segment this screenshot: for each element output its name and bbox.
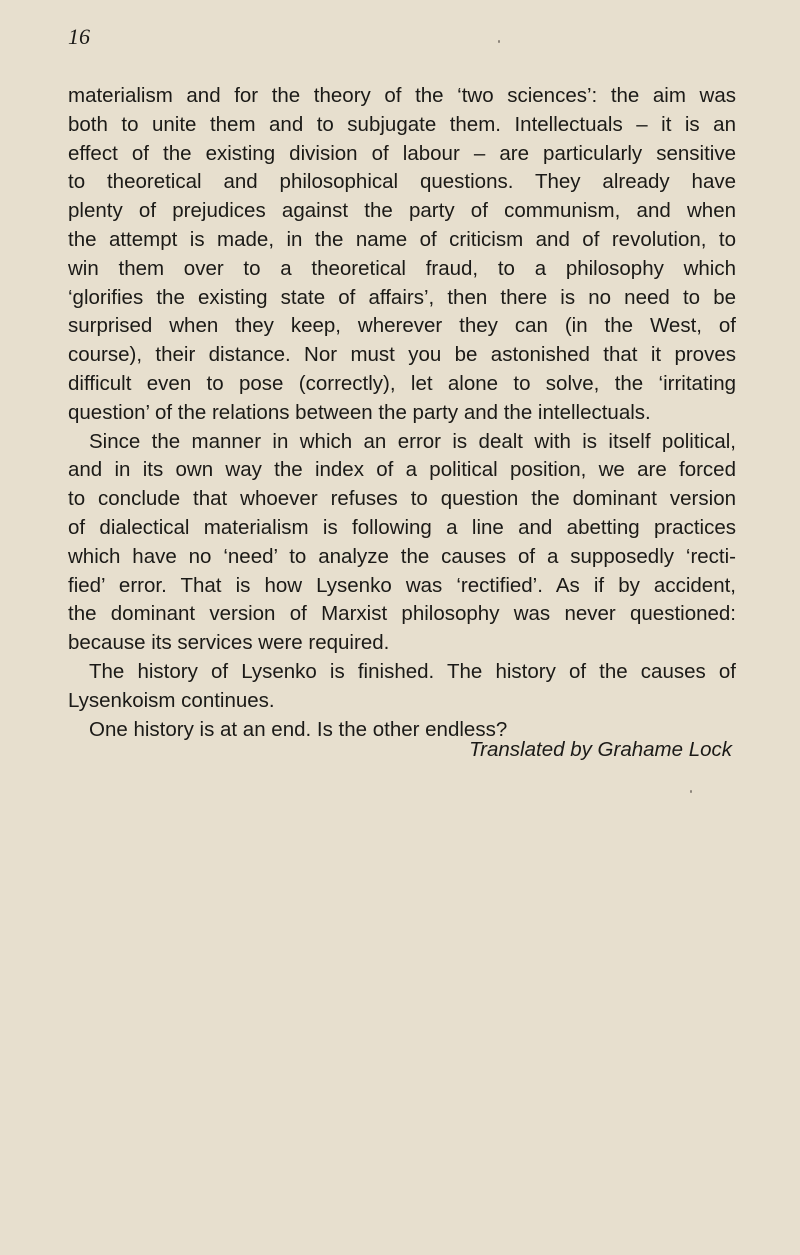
text-line: materialism and for the theory of the ‘two sciences’: the aim was: [68, 84, 736, 107]
body-text: [68, 82, 736, 744]
text-line: of dialectical materialism is following a line and abetting practices: [68, 515, 736, 539]
text-line: Lysenkoism continues.: [68, 688, 275, 712]
text-line: and in its own way the index of a political position, we are forced: [68, 458, 736, 482]
text-line: because its services were required.: [68, 631, 390, 655]
text-line: both to unite them and to subjugate them. Intellectuals – it is an: [68, 112, 736, 136]
page-number: 16: [68, 24, 90, 49]
paper-speck: [498, 40, 500, 43]
text-line: plenty of prejudices against the party of communism, and when: [68, 199, 736, 223]
translator-credit: Translated by Grahame Lock: [469, 738, 732, 761]
text-line: which have no ‘need’ to analyze the causes of a supposedly ‘recti-: [68, 544, 736, 568]
text-line: ‘glorifies the existing state of affairs’, then there is no need to be: [68, 285, 736, 309]
paper-speck: [690, 790, 692, 793]
text-line: to theoretical and philosophical questions. They already have: [68, 170, 736, 194]
text-line: question’ of the relations between the party and the intellectuals.: [68, 400, 651, 424]
text-line: Since the manner in which an error is dealt with is itself political,: [89, 429, 736, 453]
text-line: effect of the existing division of labour – are particularly sensitive: [68, 141, 736, 165]
text-line: fied’ error. That is how Lysenko was ‘rectified’. As if by accident,: [68, 573, 736, 597]
text-line: One history is at an end. Is the other endless?: [89, 717, 508, 741]
text-line: the attempt is made, in the name of criticism and of revolution, to: [68, 227, 736, 251]
text-line: difficult even to pose (correctly), let alone to solve, the ‘irritating: [68, 371, 736, 395]
text-line: win them over to a theoretical fraud, to a philosophy which: [68, 256, 736, 280]
text-line: course), their distance. Nor must you be astonished that it proves: [68, 343, 736, 367]
text-line: The history of Lysenko is finished. The history of the causes of: [89, 659, 736, 683]
text-line: the dominant version of Marxist philosophy was never questioned:: [68, 602, 736, 626]
text-line: to conclude that whoever refuses to question the dominant version: [68, 487, 736, 511]
text-line: surprised when they keep, wherever they can (in the West, of: [68, 314, 736, 338]
